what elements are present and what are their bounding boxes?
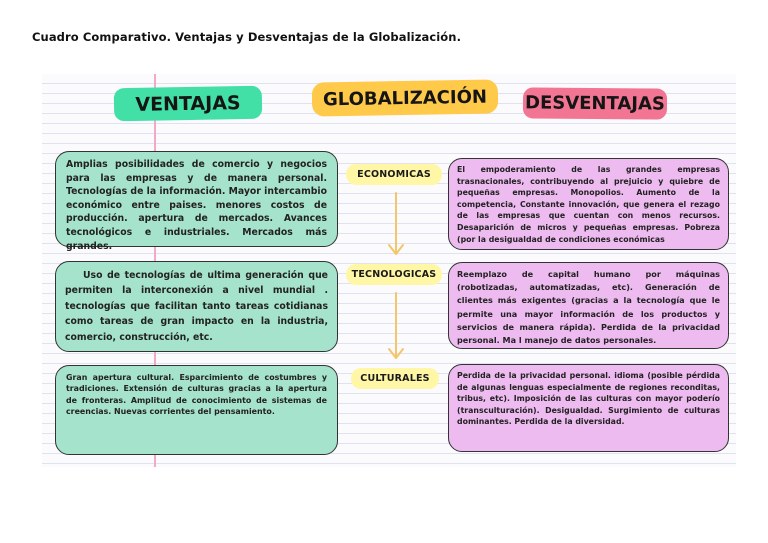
down-arrow-icon — [386, 291, 406, 361]
desventajas-header: DESVENTAJAS — [523, 87, 667, 119]
ventajas-tecnologicas-box: Uso de tecnologías de ultima generación que permiten la interconexión a nivel mundial . tecnologías que facilitan tanto tareas cotidianas como tareas de gran impacto en la industria, comercio, construcción, etc. — [55, 261, 338, 352]
document-title: Cuadro Comparativo. Ventajas y Desventajas de la Globalización. — [32, 30, 462, 44]
category-tecnologicas: TECNOLOGICAS — [346, 264, 442, 285]
category-culturales: CULTURALES — [351, 368, 439, 389]
comparison-chart — [42, 74, 736, 467]
category-economicas: ECONOMICAS — [346, 164, 442, 185]
down-arrow-icon — [386, 191, 406, 257]
desventajas-culturales-box: Perdida de la privacidad personal. idioma (posible pérdida de algunas lenguas especialmente de regiones reconditas, tribus, etc). Imposición de las culturas con mayor poderío (transculturación). Desigualdad. Surgimiento de culturas dominantes. Perdida de la diversidad. — [448, 364, 729, 452]
ventajas-culturales-box: Gran apertura cultural. Esparcimiento de costumbres y tradiciones. Extensión de culturas gracias a la apertura de fronteras. Amplitud de conocimiento de sistemas de creencias. Nuevas corrientes del pensamiento. — [55, 365, 338, 455]
globalizacion-header: GLOBALIZACIÓN — [312, 79, 499, 116]
desventajas-economicas-box: El empoderamiento de las grandes empresas trasnacionales, contribuyendo al prejuicio y quiebre de pequeñas empresas. Monopolios. Aumento de la competencia, Constante innovación, que genera el rezago de las empresas que cuentan con menos recursos. Desaparición de micros y pequeñas empresas. Pobreza (por la desigualdad de condiciones económicas — [448, 158, 729, 250]
desventajas-tecnologicas-box: Reemplazo de capital humano por máquinas (robotizadas, automatizadas, etc). Generación de clientes más exigentes (gracias a la tecnología que le permite una mayor información de los productos y servicios de manera rápida). Perdida de la privacidad personal. Ma l manejo de datos personales. — [448, 262, 729, 349]
ventajas-economicas-box: Amplias posibilidades de comercio y negocios para las empresas y de manera personal. Tecnologías de la información. Mayor intercambio económico entre paises. menores costos de producción. apertura de mercados. Avances tecnológicos e industriales. Mercados más grandes. — [55, 151, 338, 247]
ventajas-header: VENTAJAS — [114, 86, 263, 122]
